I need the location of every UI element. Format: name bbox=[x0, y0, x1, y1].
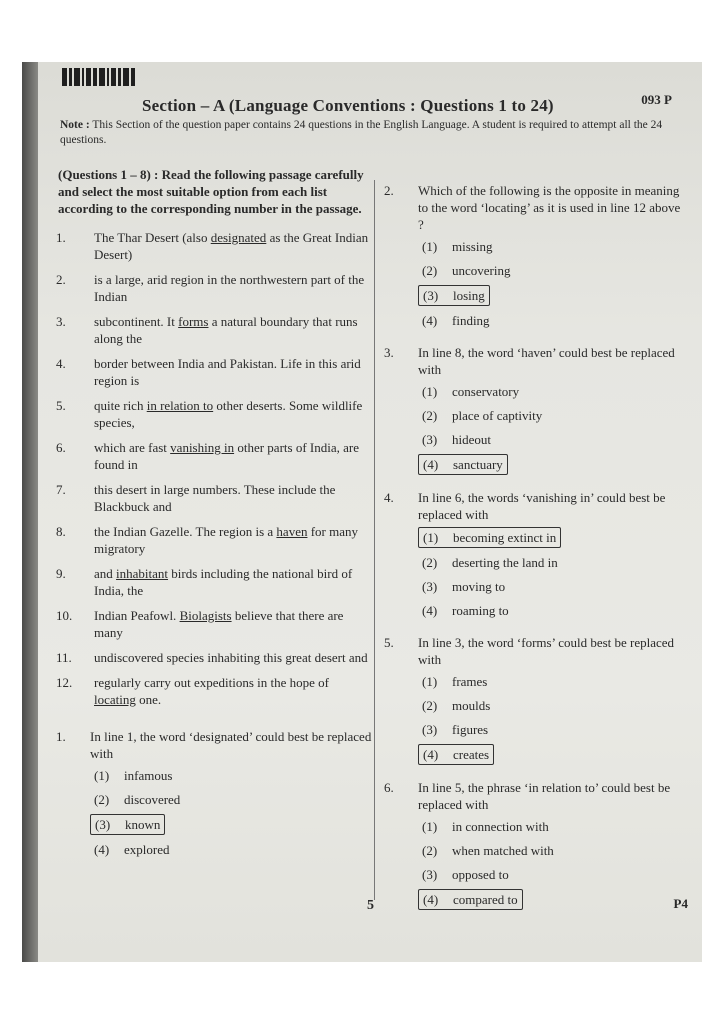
option-text: when matched with bbox=[452, 843, 554, 858]
option bbox=[418, 841, 558, 860]
option-marked bbox=[90, 814, 165, 835]
option-number: (3) bbox=[423, 288, 439, 303]
option-number: (4) bbox=[422, 313, 438, 328]
option-number: (2) bbox=[422, 408, 438, 423]
passage-line bbox=[56, 481, 372, 515]
line-text-segment: is a large, arid region in the northwestern part of the Indian bbox=[94, 272, 365, 304]
exam-page bbox=[22, 62, 702, 962]
question-text: Which of the following is the opposite in meaning to the word ‘locating’ as it is used in line 12 above ? bbox=[418, 183, 681, 232]
option-text: missing bbox=[452, 239, 493, 254]
option bbox=[90, 790, 184, 809]
option bbox=[418, 382, 523, 401]
question-text: In line 8, the word ‘haven’ could best be replaced with bbox=[418, 345, 675, 377]
option-text: finding bbox=[452, 313, 490, 328]
question bbox=[384, 344, 684, 378]
line-number: 7. bbox=[56, 482, 66, 497]
line-text-segment: Indian Peafowl. bbox=[94, 608, 180, 623]
line-number: 5. bbox=[56, 398, 66, 413]
option-text: becoming extinct in bbox=[453, 530, 557, 545]
scan-edge-shadow bbox=[22, 62, 38, 962]
page-code: P4 bbox=[673, 896, 688, 911]
option-list bbox=[418, 672, 684, 765]
option bbox=[418, 817, 553, 836]
option-text: place of captivity bbox=[452, 408, 543, 423]
passage-line bbox=[56, 439, 372, 473]
line-text-segment: and bbox=[94, 566, 117, 581]
option-text: deserting the land in bbox=[452, 555, 558, 570]
option bbox=[418, 406, 546, 425]
option-text: frames bbox=[452, 674, 488, 689]
question-number: 5. bbox=[384, 635, 394, 650]
line-text-segment: other parts of India, are found in bbox=[94, 440, 359, 472]
option-number: (1) bbox=[422, 819, 438, 834]
line-number: 11. bbox=[56, 650, 72, 665]
option-text: infamous bbox=[124, 768, 173, 783]
line-number: 3. bbox=[56, 314, 66, 329]
note-text: This Section of the question paper contains 24 questions in the English Language. A student is required to attempt all the 24 questions. bbox=[60, 119, 663, 146]
option-text: in connection with bbox=[452, 819, 549, 834]
line-text-segment: birds including the national bird of India, the bbox=[94, 566, 353, 598]
option-number: (2) bbox=[94, 792, 110, 807]
passage-line bbox=[56, 397, 372, 431]
line-text bbox=[94, 649, 372, 666]
line-text bbox=[94, 565, 372, 599]
line-text-segment: a natural boundary that runs along the bbox=[94, 314, 358, 346]
underlined-word: Biolagists bbox=[179, 608, 232, 623]
line-number: 12. bbox=[56, 675, 73, 690]
passage-line bbox=[56, 523, 372, 557]
question-number: 4. bbox=[384, 490, 394, 505]
right-column bbox=[384, 182, 684, 924]
option bbox=[418, 261, 514, 280]
question-number: 3. bbox=[384, 345, 394, 360]
line-number: 9. bbox=[56, 566, 66, 581]
passage-line bbox=[56, 229, 372, 263]
line-text-segment: border between India and Pakistan. Life in this arid region is bbox=[94, 356, 361, 388]
option-list bbox=[418, 237, 684, 330]
passage-line bbox=[56, 674, 372, 708]
line-text bbox=[94, 674, 372, 708]
option bbox=[90, 840, 173, 859]
option bbox=[418, 696, 494, 715]
question-number: 1. bbox=[56, 729, 66, 744]
question bbox=[384, 779, 684, 813]
passage-line bbox=[56, 355, 372, 389]
option-text: compared to bbox=[453, 892, 518, 907]
underlined-word: locating bbox=[94, 692, 136, 707]
line-text-segment: quite rich bbox=[94, 398, 147, 413]
option-number: (1) bbox=[94, 768, 110, 783]
line-text-segment: undiscovered species inhabiting this great desert and bbox=[94, 650, 368, 665]
barcode-graphic bbox=[62, 68, 144, 86]
paper-code: 093 P bbox=[641, 92, 672, 107]
option-number: (2) bbox=[422, 698, 438, 713]
option-number: (3) bbox=[422, 722, 438, 737]
line-text-segment: the Indian Gazelle. The region is a bbox=[94, 524, 277, 539]
question-block bbox=[384, 489, 684, 620]
question-block bbox=[56, 728, 372, 859]
underlined-word: in relation to bbox=[146, 398, 214, 413]
option-number: (2) bbox=[422, 555, 438, 570]
option bbox=[90, 766, 176, 785]
option bbox=[418, 553, 562, 572]
line-text bbox=[94, 271, 372, 305]
underlined-word: forms bbox=[178, 314, 209, 329]
option-text: moulds bbox=[452, 698, 491, 713]
option-number: (4) bbox=[94, 842, 110, 857]
line-text-segment: The Thar Desert (also bbox=[94, 230, 211, 245]
page-number: 5 bbox=[367, 898, 374, 913]
passage-line bbox=[56, 607, 372, 641]
option-text: losing bbox=[453, 288, 485, 303]
line-text-segment: this desert in large numbers. These include the Blackbuck and bbox=[94, 482, 336, 514]
underlined-word: haven bbox=[276, 524, 308, 539]
line-text-segment: one. bbox=[135, 692, 162, 707]
option-text: known bbox=[125, 817, 161, 832]
passage bbox=[56, 229, 372, 708]
option-list bbox=[418, 527, 684, 620]
question-number: 2. bbox=[384, 183, 394, 198]
option-text: opposed to bbox=[452, 867, 509, 882]
option-list bbox=[418, 817, 684, 910]
option-text: conservatory bbox=[452, 384, 520, 399]
option-number: (4) bbox=[422, 603, 438, 618]
option-marked bbox=[418, 454, 508, 475]
option-marked bbox=[418, 744, 494, 765]
question-block bbox=[384, 634, 684, 765]
column-divider bbox=[374, 180, 375, 900]
line-text-segment: believe that there are many bbox=[94, 608, 344, 640]
option-number: (2) bbox=[422, 843, 438, 858]
line-text bbox=[94, 439, 372, 473]
option bbox=[418, 237, 496, 256]
passage-line bbox=[56, 271, 372, 305]
option-text: sanctuary bbox=[453, 457, 503, 472]
line-text bbox=[94, 523, 372, 557]
line-number: 2. bbox=[56, 272, 66, 287]
line-text bbox=[94, 313, 372, 347]
question-block bbox=[384, 779, 684, 910]
option-text: figures bbox=[452, 722, 489, 737]
option-number: (1) bbox=[422, 384, 438, 399]
passage-line bbox=[56, 649, 372, 666]
option-number: (1) bbox=[422, 674, 438, 689]
question-block bbox=[384, 344, 684, 475]
option-number: (2) bbox=[422, 263, 438, 278]
option bbox=[418, 311, 494, 330]
option-marked bbox=[418, 527, 561, 548]
line-number: 6. bbox=[56, 440, 66, 455]
passage-instruction: (Questions 1 – 8) : Read the following passage carefully and select the most suitable option from each list according to the corresponding number in the passage. bbox=[58, 167, 364, 216]
option-text: explored bbox=[124, 842, 170, 857]
line-text bbox=[94, 397, 372, 431]
option bbox=[418, 720, 492, 739]
question-block bbox=[384, 182, 684, 330]
option-number: (4) bbox=[423, 892, 439, 907]
line-text-segment: which are fast bbox=[94, 440, 171, 455]
option-number: (1) bbox=[423, 530, 439, 545]
option-text: roaming to bbox=[452, 603, 509, 618]
underlined-word: inhabitant bbox=[116, 566, 169, 581]
option-list bbox=[418, 382, 684, 475]
option bbox=[418, 577, 509, 596]
note-label: Note : bbox=[60, 119, 90, 131]
option-number: (3) bbox=[422, 432, 438, 447]
option-text: moving to bbox=[452, 579, 506, 594]
line-text-segment: subcontinent. It bbox=[94, 314, 179, 329]
option-list bbox=[90, 766, 372, 859]
left-questions bbox=[56, 728, 372, 859]
option bbox=[418, 865, 513, 884]
question bbox=[56, 728, 372, 762]
right-questions bbox=[384, 182, 684, 910]
option bbox=[418, 672, 491, 691]
option-text: creates bbox=[453, 747, 490, 762]
question-text: In line 3, the word ‘forms’ could best be replaced with bbox=[418, 635, 675, 667]
section-title: Section – A (Language Conventions : Questions 1 to 24) bbox=[142, 96, 554, 115]
option-marked bbox=[418, 889, 523, 910]
underlined-word: vanishing in bbox=[170, 440, 235, 455]
option-text: hideout bbox=[452, 432, 491, 447]
question-number: 6. bbox=[384, 780, 394, 795]
option-number: (4) bbox=[423, 457, 439, 472]
line-number: 10. bbox=[56, 608, 73, 623]
option bbox=[418, 430, 495, 449]
option-marked bbox=[418, 285, 490, 306]
line-text bbox=[94, 355, 372, 389]
option bbox=[418, 601, 513, 620]
line-number: 4. bbox=[56, 356, 66, 371]
option-number: (3) bbox=[422, 579, 438, 594]
left-column bbox=[56, 166, 372, 873]
option-text: uncovering bbox=[452, 263, 511, 278]
line-text-segment: regularly carry out expeditions in the hope of bbox=[94, 675, 330, 690]
line-number: 8. bbox=[56, 524, 66, 539]
option-number: (3) bbox=[95, 817, 111, 832]
passage-line bbox=[56, 313, 372, 347]
question-text: In line 1, the word ‘designated’ could best be replaced with bbox=[90, 729, 372, 761]
passage-line bbox=[56, 565, 372, 599]
line-text-segment: as the Great Indian Desert) bbox=[94, 230, 369, 262]
section-note bbox=[60, 118, 680, 148]
line-text bbox=[94, 481, 372, 515]
question bbox=[384, 489, 684, 523]
line-text-segment: other deserts. Some wildlife species, bbox=[94, 398, 363, 430]
line-text bbox=[94, 229, 372, 263]
question-text: In line 5, the phrase ‘in relation to’ could best be replaced with bbox=[418, 780, 671, 812]
option-number: (4) bbox=[423, 747, 439, 762]
question bbox=[384, 634, 684, 668]
line-text-segment: for many migratory bbox=[94, 524, 359, 556]
question bbox=[384, 182, 684, 233]
underlined-word: designated bbox=[210, 230, 267, 245]
line-number: 1. bbox=[56, 230, 66, 245]
line-text bbox=[94, 607, 372, 641]
option-number: (1) bbox=[422, 239, 438, 254]
question-text: In line 6, the words ‘vanishing in’ could best be replaced with bbox=[418, 490, 666, 522]
option-text: discovered bbox=[124, 792, 181, 807]
option-number: (3) bbox=[422, 867, 438, 882]
